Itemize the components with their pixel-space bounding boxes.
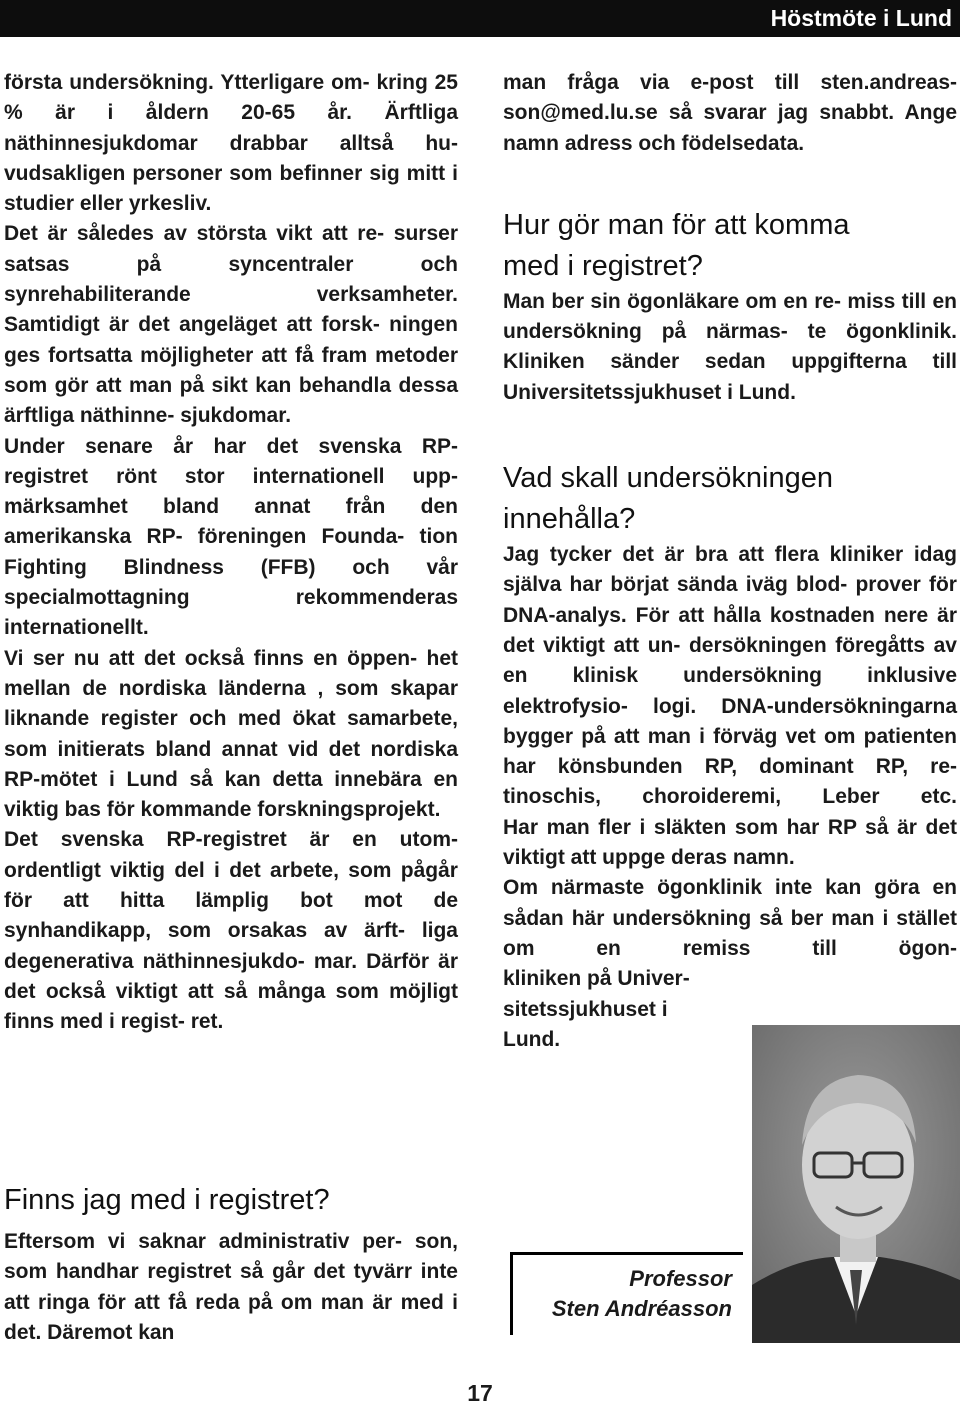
photo-caption: Professor Sten Andréasson [551,1266,732,1321]
right-column [503,68,957,1055]
section-heading-finns-jag: Finns jag med i registret? [4,1184,330,1216]
left-paragraph-5: Vi ser nu att det också finns en öppen- het mellan de nordiska länderna , som skapar liknande register och med ökat samarbete, som initierats bland annat vid det nordiska RP-mötet i Lund så kan detta innebära en viktig bas för kommande forskningsprojekt. [4,646,459,822]
section-heading-vad-skall: Vad skall undersökningen innehålla? [503,462,833,536]
bottom-section [4,1227,458,1348]
left-paragraph-6: Det svenska RP-registret är en utom- ordentligt viktig del i det arbete, som pågår för att hitta lämplig bot mot de synhandikapp, som orsakas av ärft- liga degenerativa näthinnesjukdo- mar. Därför är det också viktigt att så många som möjligt finns med i regist- ret. [4,828,459,1034]
left-column [4,68,458,1038]
bottom-paragraph: Eftersom vi saknar administrativ per- son, som handhar registret så går det tyvärr inte att ringa för att få reda på om man är med i det. Däremot kan [4,1230,458,1344]
left-paragraph-4: Under senare år har det svenska RP- registret rönt stor internationell upp- märksamhet bland annat från den amerikanska RP- föreningen Founda- tion Fighting Blindness (FFB) och vår specialmottagning rekommenderas internationellt. [4,434,458,640]
page-number: 17 [467,1380,493,1406]
right-paragraph-1: Man ber sin ögonläkare om en re- miss till en undersökning på närmas- te ögonklinik. Kliniken sänder sedan uppgifterna till Universitetssjukhuset i Lund. [503,289,957,404]
header-title: Höstmöte i Lund [770,5,952,31]
portrait-photo [752,1025,960,1343]
left-paragraph-3: Samtidigt är det angeläget att forsk- ningen ges fortsatta möjligheter att få fram metoder som gör att man på sikt kan behandla dessa ärftliga näthinne- sjukdomar. [4,313,458,428]
right-paragraph-4-continued: kliniken på Univer- sitetssjukhuset i Lund. [503,967,690,1051]
portrait-illustration [752,1025,960,1343]
right-intro: man fråga via e-post till sten.andreas- son@med.lu.se så svarar jag snabbt. Ange namn adress och födelsedata. [503,71,957,155]
right-paragraph-2: Jag tycker det är bra att flera kliniker idag själva har börjat sända iväg blod- prover för DNA-analys. För att hålla kostnaden nere är det viktigt att un- dersökningen föregåtts av en klinisk undersökning inklusive elektrofysio- logi. DNA-undersökningarna bygger på att man i förväg vet om patienten har könsbunden RP, dominant RP, re- tinoschis, choroideremi, Leber etc. [503,543,957,809]
right-paragraph-3: Har man fler i släkten som har RP så är det viktigt att uppge deras namn. [503,815,957,870]
right-paragraph-4: Om närmaste ögonklinik inte kan göra en sådan här undersökning så ber man i stället om en remiss till ögon- [503,876,957,960]
section-heading-hur-gor-man: Hur gör man för att komma med i registret? [503,208,850,282]
left-paragraph-2: Det är således av största vikt att re- surser satsas på syncentraler och synrehabiliterande verksamheter. [4,222,458,307]
left-paragraph-1: första undersökning. Ytterligare om- kring 25 % är i åldern 20-65 år. Ärftliga näthinnesjukdomar drabbar alltså hu- vudsakligen personer som befinner sig mitt i studier eller yrkesliv. [4,71,458,216]
